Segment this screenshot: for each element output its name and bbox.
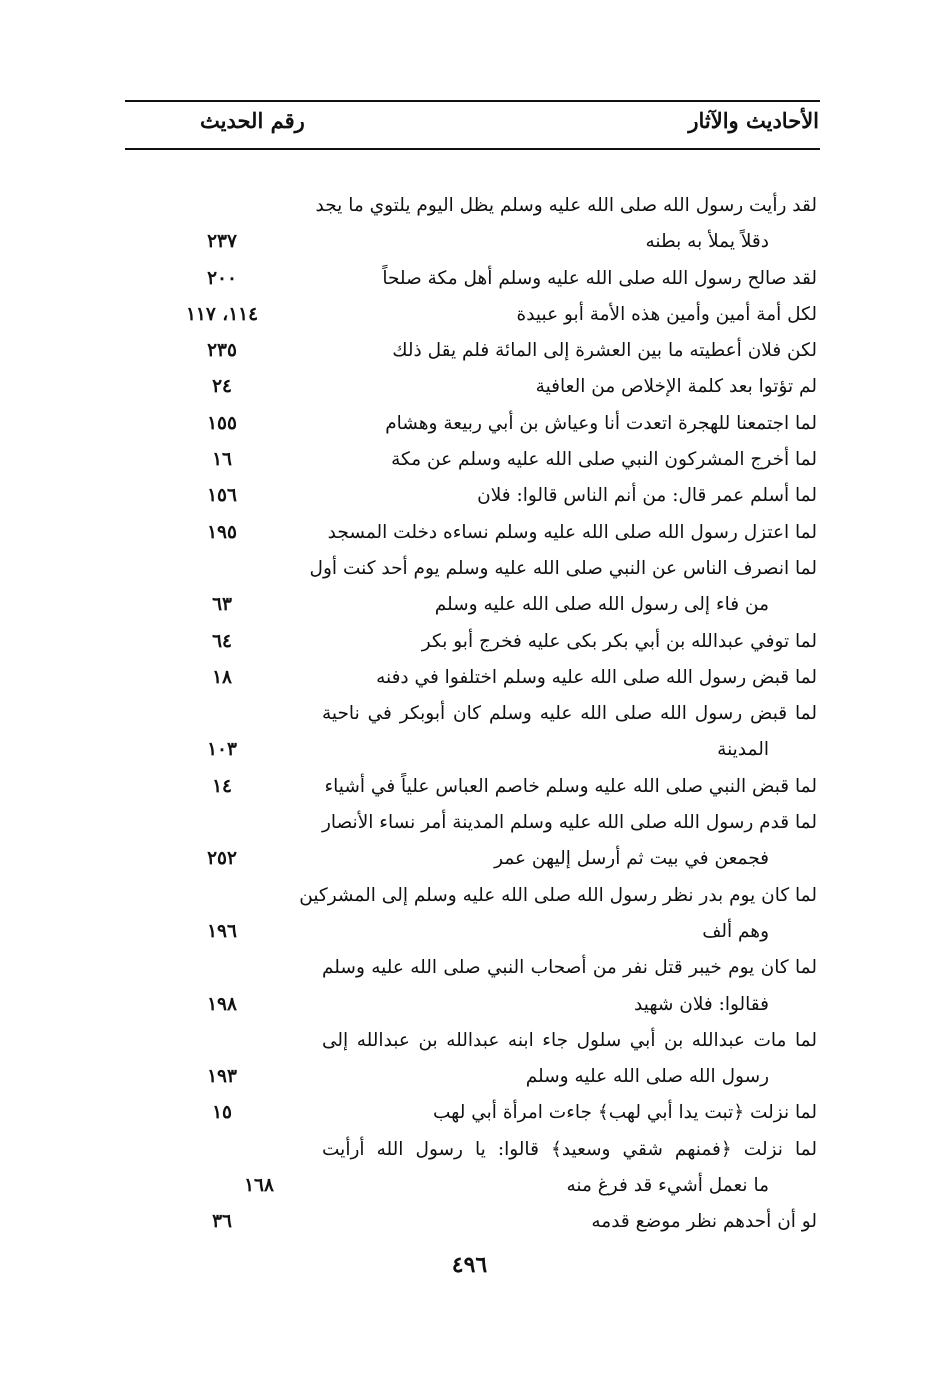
entry-text: لكل أمة أمين وأمين هذه الأمة أبو عبيدة [516, 303, 817, 325]
index-entry-line [0, 914, 939, 950]
entry-hadith-number: ١٨ [212, 666, 232, 688]
index-entry [0, 333, 939, 369]
index-entry [0, 478, 939, 514]
entry-hadith-number: ١٥٦ [207, 485, 237, 507]
entry-text: وهم ألف [702, 920, 769, 942]
entry-text: من فاء إلى رسول الله صلى الله عليه وسلم [434, 594, 769, 616]
index-entry-line [0, 1095, 939, 1131]
header-bottom-rule [125, 148, 820, 150]
entry-hadith-number: ٢٥٢ [207, 848, 237, 870]
index-entry [0, 551, 939, 624]
column-title-hadiths: الأحاديث والآثار [688, 108, 819, 133]
entry-text: المدينة [717, 739, 769, 761]
entry-hadith-number: ٦٤ [212, 630, 232, 652]
entry-hadith-number: ١٥٥ [207, 412, 237, 434]
entry-text: لما أخرج المشركون النبي صلى الله عليه وسلم عن مكة [391, 449, 817, 471]
entry-hadith-number: ٢٣٧ [207, 231, 237, 253]
index-entry [0, 1023, 939, 1096]
entry-hadith-number: ١٤ [212, 775, 232, 797]
index-entry [0, 624, 939, 660]
index-entry-line [0, 297, 939, 333]
entry-text: لما مات عبدالله بن أبي سلول جاء ابنه عبدالله بن عبدالله إلى [322, 1029, 817, 1051]
index-entry-line [0, 515, 939, 551]
header-top-rule [125, 100, 820, 102]
column-title-hadith-number: رقم الحديث [200, 108, 305, 133]
entry-hadith-number: ١١٤، ١١٧ [185, 303, 259, 325]
entry-text: رسول الله صلى الله عليه وسلم [525, 1066, 769, 1088]
index-entry [0, 188, 939, 261]
index-entry-line [0, 406, 939, 442]
index-entry-line [0, 188, 939, 224]
entry-text: لما اجتمعنا للهجرة اتعدت أنا وعياش بن أبي ربيعة وهشام [385, 412, 817, 434]
entry-text: لما قبض رسول الله صلى الله عليه وسلم كان أبوبكر في ناحية [322, 703, 817, 725]
index-entry-line [0, 333, 939, 369]
entry-text: دقلاً يملأ به بطنه [645, 231, 769, 253]
entry-text: لما قدم رسول الله صلى الله عليه وسلم المدينة أمر نساء الأنصار [321, 812, 817, 834]
index-entry [0, 369, 939, 405]
entry-text: لما انصرف الناس عن النبي صلى الله عليه وسلم يوم أحد كنت أول [309, 557, 817, 579]
index-entry-line [0, 732, 939, 768]
entry-hadith-number: ٣٦ [212, 1211, 232, 1233]
index-entry-line [0, 442, 939, 478]
entry-hadith-number: ٢٣٥ [207, 340, 237, 362]
index-entry [0, 297, 939, 333]
hadith-index-list [0, 188, 939, 1241]
entry-hadith-number: ١٩٣ [207, 1066, 237, 1088]
entry-hadith-number: ١٩٨ [207, 993, 237, 1015]
index-entry [0, 442, 939, 478]
index-entry [0, 406, 939, 442]
index-entry-line [0, 478, 939, 514]
index-entry [0, 696, 939, 769]
entry-text: لقد رأيت رسول الله صلى الله عليه وسلم يظل اليوم يلتوي ما يجد [315, 195, 817, 216]
entry-text: لما قبض النبي صلى الله عليه وسلم خاصم العباس علياً في أشياء [324, 775, 817, 797]
entry-hadith-number: ١٠٣ [207, 739, 237, 761]
entry-text: لما نزلت ﴿تبت يدا أبي لهب﴾ جاءت امرأة أبي لهب [433, 1102, 817, 1124]
index-entry-line [0, 224, 939, 260]
entry-text: ما نعمل أشيء قد فرغ منه [566, 1175, 769, 1197]
entry-hadith-number: ٦٣ [212, 594, 232, 616]
index-entry-line [0, 841, 939, 877]
entry-text: لم تؤتوا بعد كلمة الإخلاص من العافية [535, 376, 817, 398]
index-entry-line [0, 1059, 939, 1095]
index-entry [0, 1132, 939, 1205]
entry-hadith-number: ٢٠٠ [207, 267, 237, 289]
entry-text: لما قبض رسول الله صلى الله عليه وسلم اختلفوا في دفنه [376, 666, 817, 688]
index-entry-line [0, 805, 939, 841]
index-entry-line [0, 1132, 939, 1168]
entry-hadith-number: ١٦ [212, 449, 232, 471]
page-number: ٤٩٦ [451, 1252, 488, 1278]
entry-hadith-number: ٢٤ [212, 376, 232, 398]
index-entry-line [0, 261, 939, 297]
index-entry [0, 805, 939, 878]
index-entry-line [0, 987, 939, 1023]
index-entry [0, 950, 939, 1023]
entry-text: فقالوا: فلان شهيد [634, 993, 769, 1015]
index-entry [0, 769, 939, 805]
entry-text: لما نزلت ﴿فمنهم شقي وسعيد﴾ قالوا: يا رسول الله أرأيت [322, 1138, 817, 1160]
index-entry-line [0, 696, 939, 732]
index-entry-line [0, 1204, 939, 1240]
index-entry [0, 878, 939, 951]
index-entry-line [0, 1023, 939, 1059]
index-entry [0, 660, 939, 696]
index-entry [0, 261, 939, 297]
index-entry [0, 515, 939, 551]
entry-text: لو أن أحدهم نظر موضع قدمه [591, 1211, 817, 1233]
index-entry-line [0, 624, 939, 660]
entry-text: لما كان يوم بدر نظر رسول الله صلى الله عليه وسلم إلى المشركين [299, 884, 817, 906]
index-entry-line [0, 369, 939, 405]
entry-hadith-number: ١٥ [212, 1102, 232, 1124]
index-entry-line [0, 950, 939, 986]
entry-hadith-number: ١٦٨ [244, 1175, 274, 1197]
entry-text: لما اعتزل رسول الله صلى الله عليه وسلم نساءه دخلت المسجد [327, 521, 817, 543]
index-entry-line [0, 769, 939, 805]
entry-hadith-number: ١٩٦ [207, 920, 237, 942]
entry-text: لما أسلم عمر قال: من أنم الناس قالوا: فلان [477, 485, 817, 507]
index-entry-line [0, 878, 939, 914]
index-entry [0, 1204, 939, 1240]
entry-text: لكن فلان أعطيته ما بين العشرة إلى المائة فلم يقل ذلك [392, 340, 817, 362]
entry-text: لما توفي عبدالله بن أبي بكر بكى عليه فخرج أبو بكر [421, 630, 817, 652]
entry-text: فجمعن في بيت ثم أرسل إليهن عمر [494, 848, 769, 870]
index-entry-line [0, 1168, 939, 1204]
index-entry-line [0, 587, 939, 623]
index-entry-line [0, 551, 939, 587]
entry-hadith-number: ١٩٥ [207, 521, 237, 543]
entry-text: لقد صالح رسول الله صلى الله عليه وسلم أهل مكة صلحاً [382, 267, 817, 289]
index-entry-line [0, 660, 939, 696]
entry-text: لما كان يوم خيبر قتل نفر من أصحاب النبي صلى الله عليه وسلم [322, 957, 817, 979]
index-entry [0, 1095, 939, 1131]
